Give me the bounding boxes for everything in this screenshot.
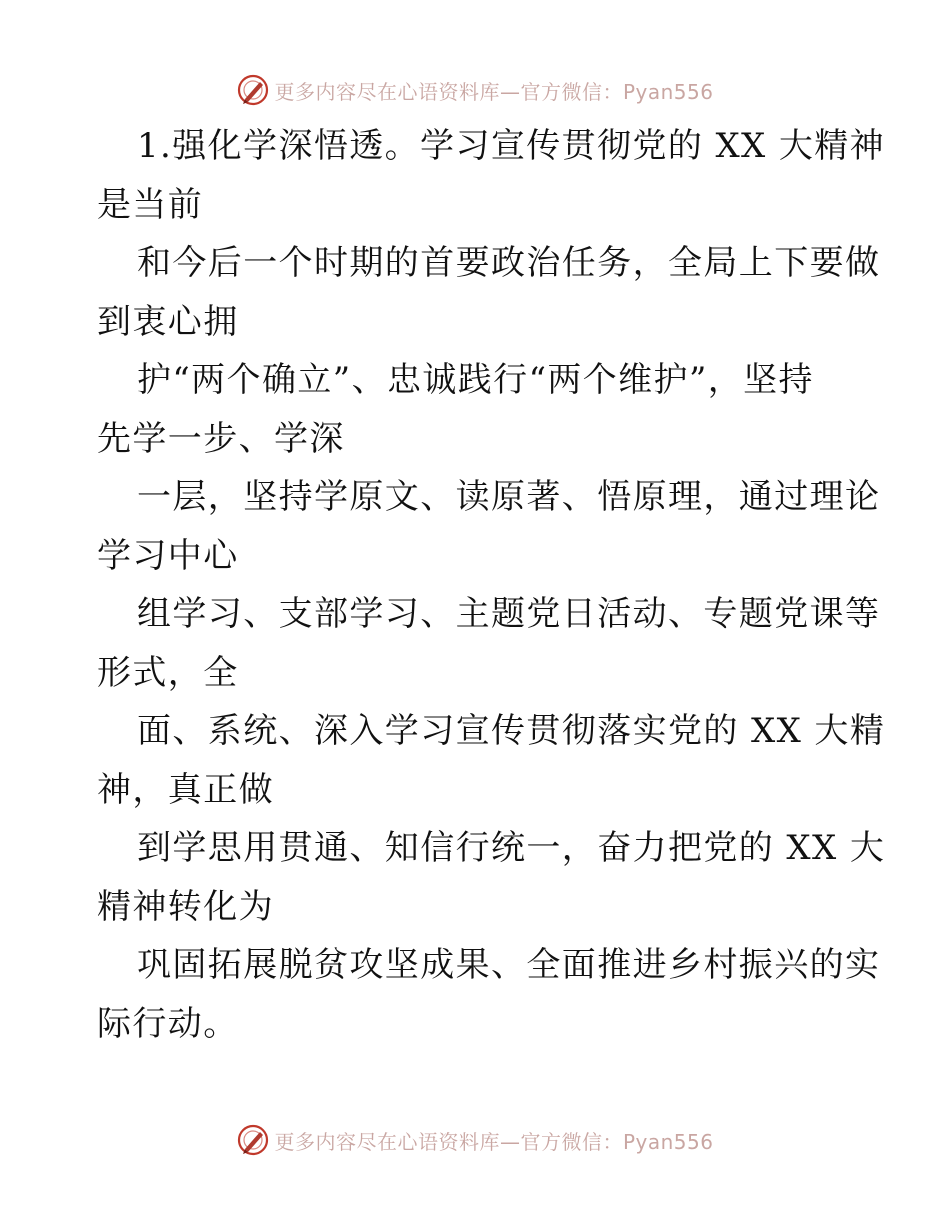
text-line: 巩固拓展脱贫攻坚成果、全面推进乡村振兴的实: [137, 945, 881, 985]
text-line: 精神转化为: [97, 886, 274, 927]
text-line: 际行动。: [97, 1003, 239, 1044]
text-line: 神，真正做: [97, 769, 274, 810]
pen-logo-icon: [236, 73, 270, 107]
text-line: 形式，全: [97, 652, 239, 693]
pen-logo-icon: [236, 1123, 270, 1157]
text-line: 1.强化学深悟透。学习宣传贯彻党的 XX 大精神: [137, 126, 886, 166]
text-line: 一层，坚持学原文、读原著、悟原理，通过理论: [137, 477, 881, 517]
text-line: 到衷心拥: [97, 301, 239, 342]
text-line: 组学习、支部学习、主题党日活动、专题党课等: [137, 594, 881, 634]
footer-banner: [0, 1120, 950, 1160]
document-body: [97, 117, 886, 1053]
text-line: 面、系统、深入学习宣传贯彻落实党的 XX 大精: [137, 711, 886, 751]
text-line: 学习中心: [97, 535, 239, 576]
footer-banner-text: 更多内容尽在心语资料库—官方微信：Pyan556: [274, 1129, 714, 1154]
text-line: 是当前: [97, 184, 204, 225]
header-banner-text: 更多内容尽在心语资料库—官方微信：Pyan556: [274, 79, 714, 104]
text-line: 和今后一个时期的首要政治任务，全局上下要做: [137, 243, 881, 283]
text-line: 先学一步、学深: [97, 418, 345, 459]
text-line: 到学思用贯通、知信行统一，奋力把党的 XX 大: [137, 828, 886, 868]
text-line: 护“两个确立”、忠诚践行“两个维护”，坚持: [137, 360, 814, 400]
header-banner: [0, 70, 950, 110]
